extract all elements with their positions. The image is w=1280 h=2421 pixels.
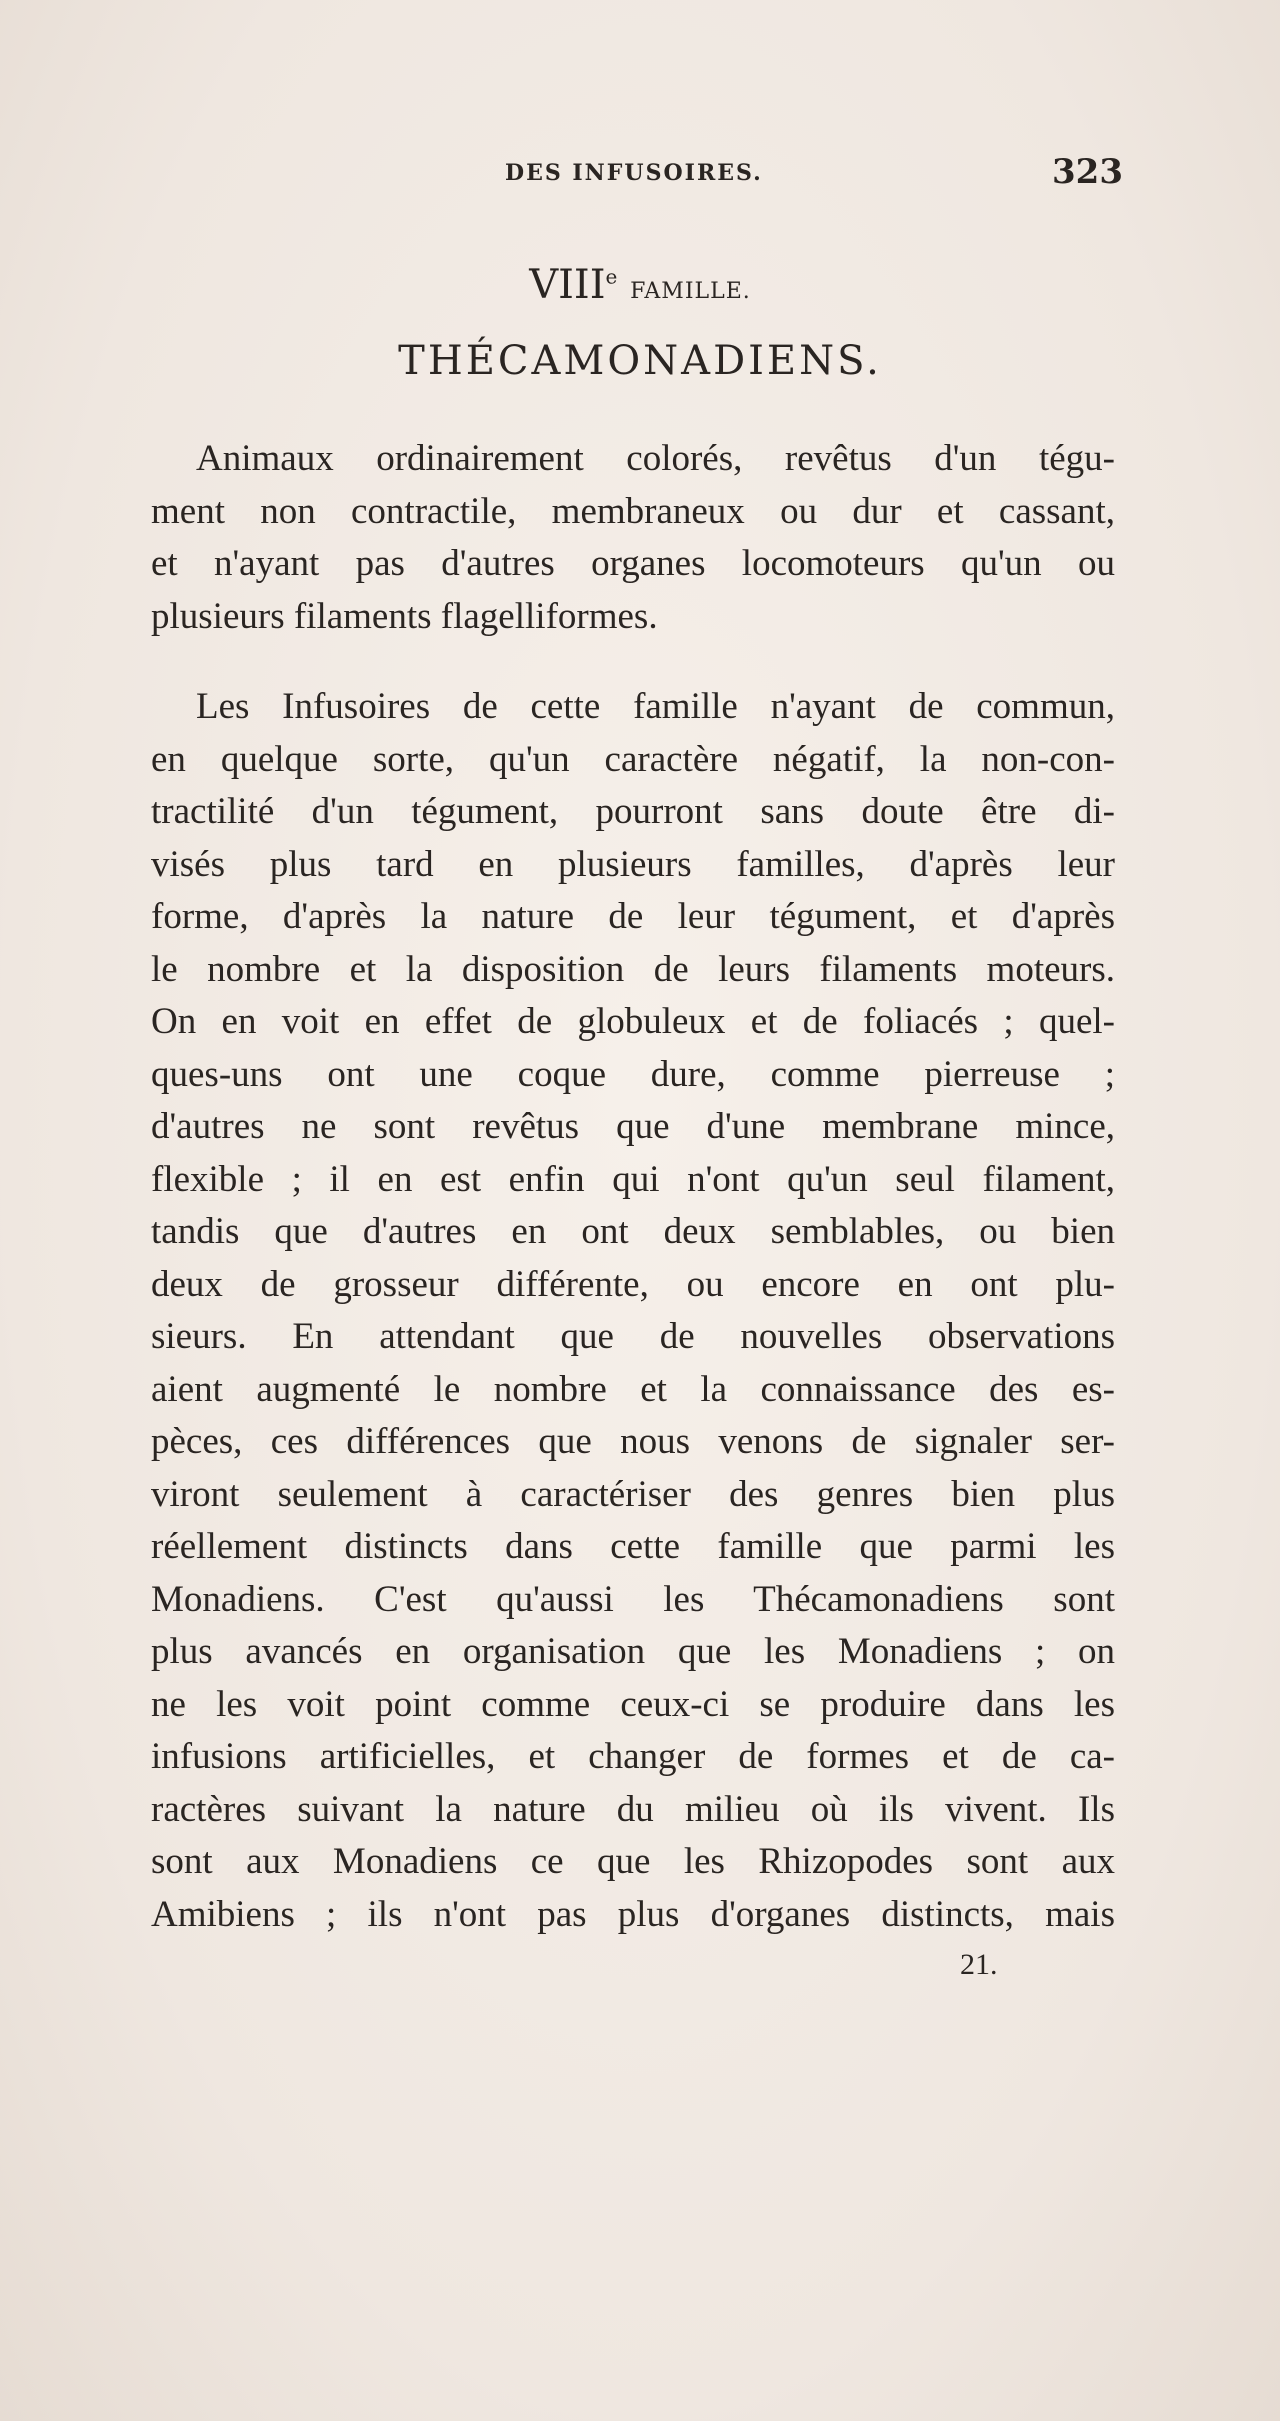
text-line: sont aux Monadiens ce que les Rhizopodes sont aux bbox=[151, 1841, 1115, 1882]
text-line: Amibiens ; ils n'ont pas plus d'organes distincts, mais bbox=[151, 1893, 1115, 1935]
chapter-title: THÉCAMONADIENS. bbox=[398, 338, 882, 384]
text-line: On en voit en effet de globuleux et de foliacés ; quel- bbox=[151, 1001, 1115, 1042]
family-heading bbox=[0, 262, 1280, 308]
text-line: visés plus tard en plusieurs familles, d'après leur bbox=[151, 843, 1115, 885]
paragraph-body bbox=[151, 681, 1115, 1941]
text-line: Les Infusoires de cette famille n'ayant de commun, bbox=[196, 686, 1115, 727]
text-line: en quelque sorte, qu'un caractère négatif, la non-con- bbox=[151, 738, 1115, 780]
text-line: le nombre et la disposition de leurs filaments moteurs. bbox=[151, 948, 1115, 990]
text-line: plusieurs filaments flagelliformes. bbox=[151, 595, 658, 637]
text-line: ques-uns ont une coque dure, comme pierreuse ; bbox=[151, 1053, 1115, 1095]
text-line: ne les voit point comme ceux-ci se produire dans les bbox=[151, 1683, 1115, 1725]
text-line: réellement distincts dans cette famille que parmi les bbox=[151, 1526, 1115, 1567]
text-line: infusions artificielles, et changer de formes et de ca- bbox=[151, 1736, 1115, 1777]
text-line: et n'ayant pas d'autres organes locomoteurs qu'un ou bbox=[151, 543, 1115, 584]
text-line: sieurs. En attendant que de nouvelles observations bbox=[151, 1316, 1115, 1357]
text-line: ment non contractile, membraneux ou dur et cassant, bbox=[151, 490, 1115, 532]
text-line: tandis que d'autres en ont deux semblables, ou bien bbox=[151, 1211, 1115, 1252]
paragraph-definition bbox=[151, 433, 1115, 643]
running-title: DES INFUSOIRES. bbox=[505, 160, 763, 186]
text-line: pèces, ces différences que nous venons de signaler ser- bbox=[151, 1421, 1115, 1462]
family-superscript: e bbox=[605, 264, 618, 289]
text-line: viront seulement à caractériser des genres bien plus bbox=[151, 1473, 1115, 1515]
text-line: forme, d'après la nature de leur tégument, et d'après bbox=[151, 896, 1115, 937]
page-number: 323 bbox=[1052, 152, 1123, 192]
text-line: deux de grosseur différente, ou encore en ont plu- bbox=[151, 1263, 1115, 1305]
text-line: d'autres ne sont revêtus que d'une membrane mince, bbox=[151, 1106, 1115, 1147]
text-line: plus avancés en organisation que les Monadiens ; on bbox=[151, 1631, 1115, 1672]
text-line: Monadiens. C'est qu'aussi les Thécamonadiens sont bbox=[151, 1578, 1115, 1620]
text-line: aient augmenté le nombre et la connaissance des es- bbox=[151, 1368, 1115, 1410]
text-line: ractères suivant la nature du milieu où ils vivent. Ils bbox=[151, 1788, 1115, 1830]
family-label: FAMILLE. bbox=[630, 279, 751, 304]
family-number: VIII bbox=[529, 262, 606, 308]
text-line: tractilité d'un tégument, pourront sans doute être di- bbox=[151, 791, 1115, 832]
signature-mark: 21. bbox=[960, 1948, 998, 1981]
text-line: Animaux ordinairement colorés, revêtus d'un tégu- bbox=[196, 438, 1115, 479]
text-line: flexible ; il en est enfin qui n'ont qu'un seul filament, bbox=[151, 1158, 1115, 1200]
